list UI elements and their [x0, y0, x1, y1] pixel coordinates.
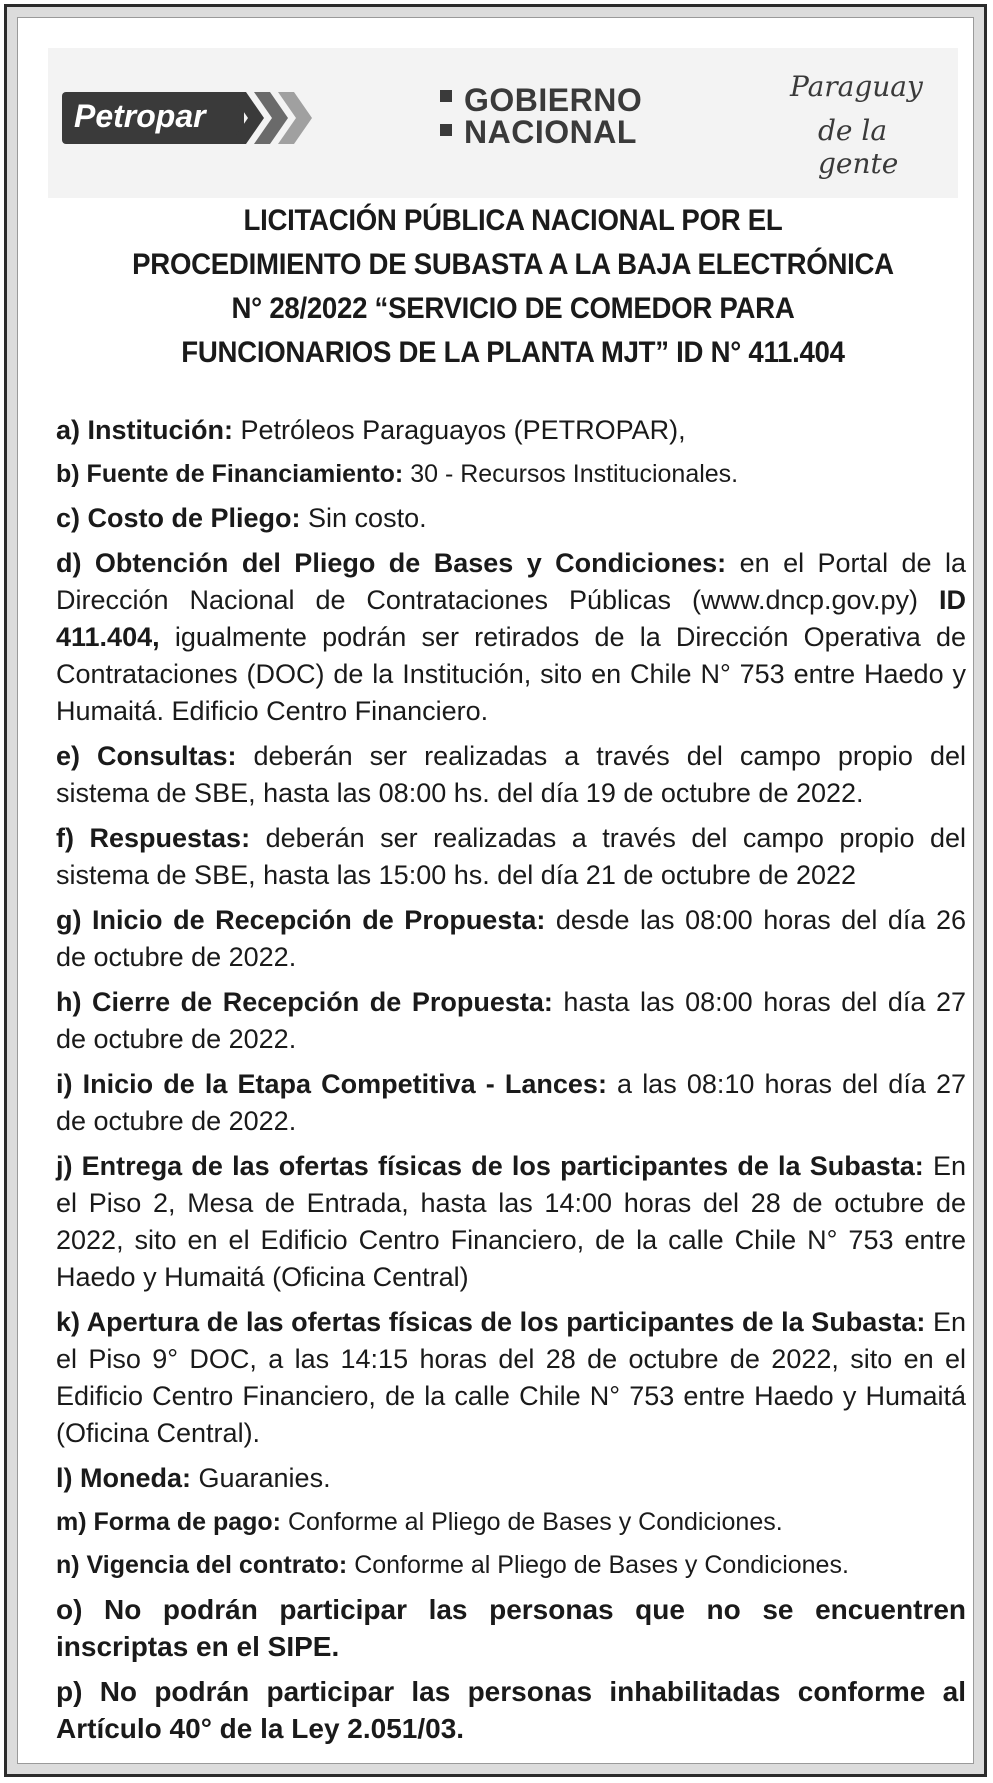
logo-band [48, 48, 958, 198]
item-inicio-recepcion [56, 902, 966, 976]
item-text: desde las 08:00 horas del día 26 de octubre de 2022. [56, 905, 966, 972]
item-no-sipe [56, 1591, 966, 1665]
item-label: n) Vigencia del contrato: [56, 1551, 348, 1579]
item-text: Petróleos Paraguayos (PETROPAR), [233, 415, 686, 445]
notice-frame [4, 4, 987, 1777]
gobierno-text: GOBIERNO [464, 82, 643, 118]
item-consultas [56, 738, 966, 812]
item-text: Conforme al Pliego de Bases y Condiciones. [281, 1508, 783, 1536]
paraguay-text: Paraguay [790, 70, 923, 103]
item-label: j) Entrega de las ofertas físicas de los participantes de la Subasta: [56, 1151, 924, 1181]
item-label: l) Moneda: [56, 1463, 191, 1493]
notice-items [56, 412, 966, 1755]
item-apertura-ofertas [56, 1304, 966, 1452]
item-label: b) Fuente de Financiamiento: [56, 460, 404, 488]
item-cierre-recepcion [56, 984, 966, 1058]
square-icon [440, 90, 452, 102]
item-text: Guaranies. [191, 1463, 331, 1493]
title-line: N° 28/2022 “SERVICIO DE COMEDOR PARA [231, 292, 795, 325]
paraguay-de-la-gente-logo [790, 70, 960, 180]
chevrons-icon [230, 92, 320, 144]
item-label: m) Forma de pago: [56, 1508, 282, 1536]
item-label: g) Inicio de Recepción de Propuesta: [56, 905, 546, 935]
title-line: LICITACIÓN PÚBLICA NACIONAL POR EL [243, 204, 783, 237]
petropar-logo [62, 92, 314, 148]
item-fuente [56, 457, 966, 492]
item-text: Sin costo. [300, 503, 427, 533]
item-vigencia [56, 1548, 966, 1583]
item-entrega-ofertas [56, 1148, 966, 1296]
item-costo [56, 500, 966, 537]
item-label: d) Obtención del Pliego de Bases y Condiciones: [56, 548, 727, 578]
item-label: ID 411.404, [56, 585, 966, 652]
item-text: igualmente podrán ser retirados de la Dirección Operativa de Contrataciones (DOC) de la Institución, sito en Chile N° 753 entre Haedo y Humaitá. Edificio Centro Financiero. [56, 622, 966, 726]
title-line: FUNCIONARIOS DE LA PLANTA MJT” ID N° 411.404 [181, 336, 845, 369]
item-text: a las 08:10 horas del día 27 de octubre de 2022. [56, 1069, 966, 1136]
item-label: i) Inicio de la Etapa Competitiva - Lances: [56, 1069, 607, 1099]
petropar-logo-box [62, 92, 244, 144]
nacional-text: NACIONAL [464, 114, 637, 150]
item-obtencion [56, 545, 966, 730]
square-icon [440, 124, 452, 136]
item-text: Conforme al Pliego de Bases y Condiciones. [347, 1551, 849, 1579]
item-label: f) Respuestas: [56, 823, 251, 853]
item-respuestas [56, 820, 966, 894]
item-moneda [56, 1460, 966, 1497]
item-text: deberán ser realizadas a través del campo propio del sistema de SBE, hasta las 15:00 hs. del día 21 de octubre de 2022 [56, 823, 967, 890]
item-no-inhabilitadas [56, 1673, 966, 1747]
item-label: h) Cierre de Recepción de Propuesta: [56, 987, 553, 1017]
item-text: 30 - Recursos Institucionales. [403, 460, 739, 488]
item-text: hasta las 08:00 horas del día 27 de octubre de 2022. [56, 987, 966, 1054]
item-text: En el Piso 2, Mesa de Entrada, hasta las 14:00 horas del 28 de octubre de 2022, sito en el Edificio Centro Financiero, de la calle Chile N° 753 entre Haedo y Humaitá (Oficina Central) [56, 1151, 966, 1292]
item-institucion [56, 412, 966, 449]
item-text: deberán ser realizadas a través del campo propio del sistema de SBE, hasta las 08:00 hs. del día 19 de octubre de 2022. [56, 741, 966, 808]
notice-inner [17, 17, 974, 1764]
item-etapa-competitiva [56, 1066, 966, 1140]
item-text: en el Portal de la Dirección Nacional de Contrataciones Públicas (www.dncp.gov.py) [56, 548, 966, 615]
de-la-gente-text: de la gente [818, 114, 899, 180]
item-label: c) Costo de Pliego: [56, 503, 301, 533]
item-label: o) No podrán participar las personas que no se encuentren inscriptas en el SIPE. [56, 1594, 966, 1662]
item-text: En el Piso 9° DOC, a las 14:15 horas del 28 de octubre de 2022, sito en el Edificio Centro Financiero, de la calle Chile N° 753 entre Haedo y Humaitá (Oficina Central). [56, 1307, 967, 1448]
petropar-logo-text: Petropar [74, 98, 206, 134]
item-label: a) Institución: [56, 415, 233, 445]
item-forma-pago [56, 1505, 966, 1540]
notice-title [113, 199, 913, 375]
item-label: k) Apertura de las ofertas físicas de los participantes de la Subasta: [56, 1307, 926, 1337]
gobierno-nacional-logo [438, 84, 678, 154]
title-line: PROCEDIMIENTO DE SUBASTA A LA BAJA ELECTRÓNICA [132, 248, 894, 281]
item-label: e) Consultas: [56, 741, 237, 771]
item-label: p) No podrán participar las personas inhabilitadas conforme al Artículo 40° de la Ley 2.051/03. [56, 1676, 966, 1744]
